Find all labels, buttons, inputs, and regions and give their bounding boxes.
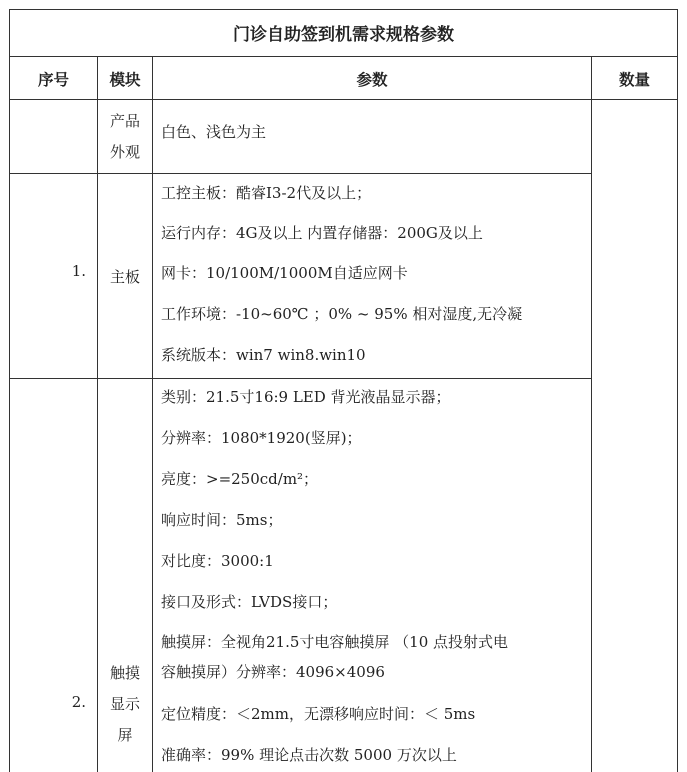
param-line: 接口及形式：LVDS接口； bbox=[161, 593, 338, 611]
module-text: 显示 bbox=[109, 694, 140, 713]
param-line: 准确率：99% 理论点击次数 5000 万次以上 bbox=[161, 746, 457, 764]
param-line: 工作环境：-10~60℃ ；0% ~ 95% 相对湿度,无冷凝 bbox=[161, 305, 523, 323]
param-line: 定位精度：＜2mm，无漂移响应时间：＜ 5ms bbox=[161, 705, 476, 723]
header-module: 模块 bbox=[109, 71, 141, 89]
border-title-bottom bbox=[9, 56, 678, 57]
module-appearance bbox=[98, 100, 152, 173]
param-line: 运行内存：4G及以上 内置存储器：200G及以上 bbox=[161, 224, 483, 242]
module-text: 屏 bbox=[117, 725, 133, 744]
module-text: 触摸 bbox=[109, 663, 140, 682]
spec-table bbox=[9, 9, 678, 772]
param-line: 亮度：>=250cd/m²； bbox=[161, 470, 319, 488]
param-line: 容触摸屏）分辨率：4096×4096 bbox=[161, 663, 385, 681]
row-number: 1. bbox=[71, 262, 86, 280]
module-touch-display bbox=[98, 654, 152, 754]
param-line: 分辨率：1080*1920(竖屏)； bbox=[161, 429, 362, 447]
module-text: 外观 bbox=[109, 142, 140, 161]
param-line: 系统版本：win7 win8.win10 bbox=[161, 346, 366, 364]
border-left bbox=[9, 9, 10, 772]
border-right bbox=[677, 9, 678, 772]
row-number: 2. bbox=[71, 693, 86, 711]
header-qty: 数量 bbox=[618, 71, 650, 89]
param-line: 类别：21.5寸16:9 LED 背光液晶显示器； bbox=[161, 388, 451, 406]
module-mainboard: 主板 bbox=[109, 267, 140, 286]
param-line: 响应时间：5ms； bbox=[161, 511, 283, 529]
param-line: 白色、浅色为主 bbox=[161, 123, 267, 141]
param-line: 触摸屏：全视角21.5寸电容触摸屏 （10 点投射式电 bbox=[161, 633, 509, 651]
param-line: 网卡：10/100M/1000M自适应网卡 bbox=[161, 264, 408, 282]
param-line: 工控主板：酷睿I3-2代及以上； bbox=[161, 184, 372, 202]
border-col3 bbox=[591, 56, 592, 772]
header-no: 序号 bbox=[37, 71, 69, 89]
border-col2 bbox=[152, 56, 153, 772]
table-title: 门诊自助签到机需求规格参数 bbox=[233, 25, 454, 45]
module-text: 产品 bbox=[109, 111, 140, 130]
header-params: 参数 bbox=[356, 71, 388, 89]
param-line: 对比度：3000:1 bbox=[161, 552, 274, 570]
